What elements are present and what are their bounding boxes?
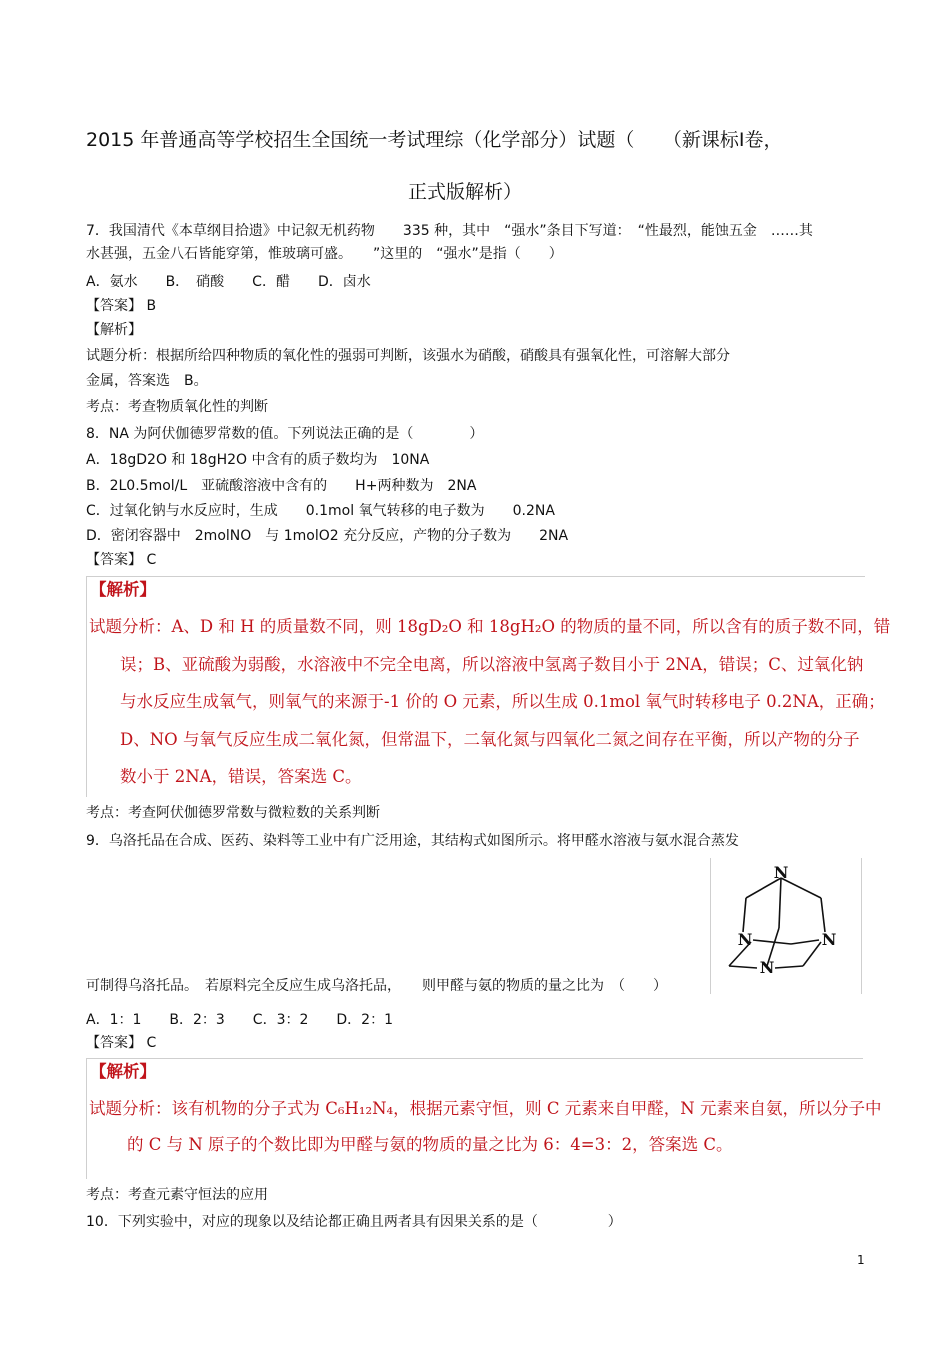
q7-options: A．氨水 B． 硝酸 C．醋 D．卤水 — [86, 274, 371, 290]
q8-option-b: B．2L0.5mol/L 亚硫酸溶液中含有的 H+两种数为 2NA — [86, 478, 477, 494]
doc-title-line1: 2015 年普通高等学校招生全国统一考试理综（化学部分）试题（ （新课标Ⅰ卷， — [86, 129, 783, 151]
q7-answer: 【答案】 B — [86, 298, 157, 314]
q8-analysis-box — [86, 576, 891, 797]
urotropine-structure-svg — [711, 858, 861, 994]
q7-analysis-line1: 试题分析：根据所给四种物质的氧化性的强弱可判断，该强水为硝酸，硝酸具有强氧化性，可溶解大部分 — [86, 348, 730, 364]
q8-analysis-line5: 数小于 2NA，错误，答案选 C。 — [120, 767, 362, 786]
q7-analysis-line2: 金属，答案选 B。 — [86, 373, 208, 389]
q8-analysis-line2: 误；B、亚硫酸为弱酸，水溶液中不完全电离，所以溶液中氢离子数目小于 2NA，错误；C、过氧化钠 — [120, 655, 864, 674]
q8-exam-point: 考点：考查阿伏伽德罗常数与微粒数的关系判断 — [86, 805, 380, 821]
q8-option-d: D．密闭容器中 2molNO 与 1molO2 充分反应，产物的分子数为 2NA — [86, 528, 569, 544]
atom-n-bottom: N — [759, 958, 775, 977]
q9-analysis-line1: 试题分析：该有机物的分子式为 C₆H₁₂N₄，根据元素守恒，则 C 元素来自甲醛，N 元素来自氨，所以分子中 — [89, 1099, 882, 1118]
q9-analysis-line2: 的 C 与 N 原子的个数比即为甲醛与氨的物质的量之比为 6：4=3：2，答案选 C。 — [127, 1135, 733, 1154]
q10-stem: 10．下列实验中，对应的现象以及结论都正确且两者具有因果关系的是（ ） — [86, 1214, 622, 1230]
doc-title-line2: 正式版解析） — [408, 181, 523, 203]
atom-n-top: N — [773, 863, 789, 882]
q7-analysis-label: 【解析】 — [86, 322, 142, 338]
q8-analysis-line1: 试题分析：A、D 和 H 的质量数不同，则 18gD₂O 和 18gH₂O 的物质的量不同，所以含有的质子数不同，错 — [89, 617, 891, 636]
q9-answer: 【答案】 C — [86, 1035, 157, 1051]
page-number: 1 — [857, 1253, 865, 1267]
q9-options: A．1：1 B．2：3 C．3：2 D．2：1 — [86, 1012, 393, 1028]
q9-exam-point: 考点：考查元素守恒法的应用 — [86, 1187, 268, 1203]
q9-analysis-box — [86, 1058, 882, 1179]
q8-analysis-line3: 与水反应生成氧气，则氧气的来源于-1 价的 O 元素，所以生成 0.1mol 氧气时转移电子 0.2NA，正确； — [120, 692, 885, 711]
q9-stem-line1: 9．乌洛托品在合成、医药、染料等工业中有广泛用途，其结构式如图所示。将甲醛水溶液与氨水混合蒸发 — [86, 833, 739, 849]
q8-analysis-label: 【解析】 — [90, 580, 156, 599]
q9-analysis-label: 【解析】 — [90, 1062, 156, 1081]
q8-stem: 8．NA 为阿伏伽德罗常数的值。下列说法正确的是（ ） — [86, 426, 484, 442]
q8-analysis-line4: D、NO 与氧气反应生成二氧化氮，但常温下，二氧化氮与四氧化二氮之间存在平衡，所以产物的分子 — [120, 730, 860, 749]
atom-n-right: N — [821, 930, 837, 949]
q8-option-a: A．18gD2O 和 18gH2O 中含有的质子数均为 10NA — [86, 452, 430, 468]
atom-n-left: N — [737, 930, 753, 949]
q8-option-c: C．过氧化钠与水反应时，生成 0.1mol 氧气转移的电子数为 0.2NA — [86, 503, 555, 519]
urotropine-structure-diagram — [710, 858, 862, 994]
q7-stem-line2: 水甚强，五金八石皆能穿第，惟玻璃可盛。 ”这里的 “强水”是指（ ） — [86, 246, 563, 262]
q7-exam-point: 考点：考查物质氧化性的判断 — [86, 399, 268, 415]
q7-stem-line1: 7．我国清代《本草纲目拾遗》中记叙无机药物 335 种，其中 “强水”条目下写道： “性最烈，能蚀五金 ……其 — [86, 223, 813, 239]
q8-answer: 【答案】 C — [86, 552, 157, 568]
q9-stem-line2: 可制得乌洛托品。 若原料完全反应生成乌洛托品， 则甲醛与氨的物质的量之比为 （ ） — [86, 978, 667, 994]
